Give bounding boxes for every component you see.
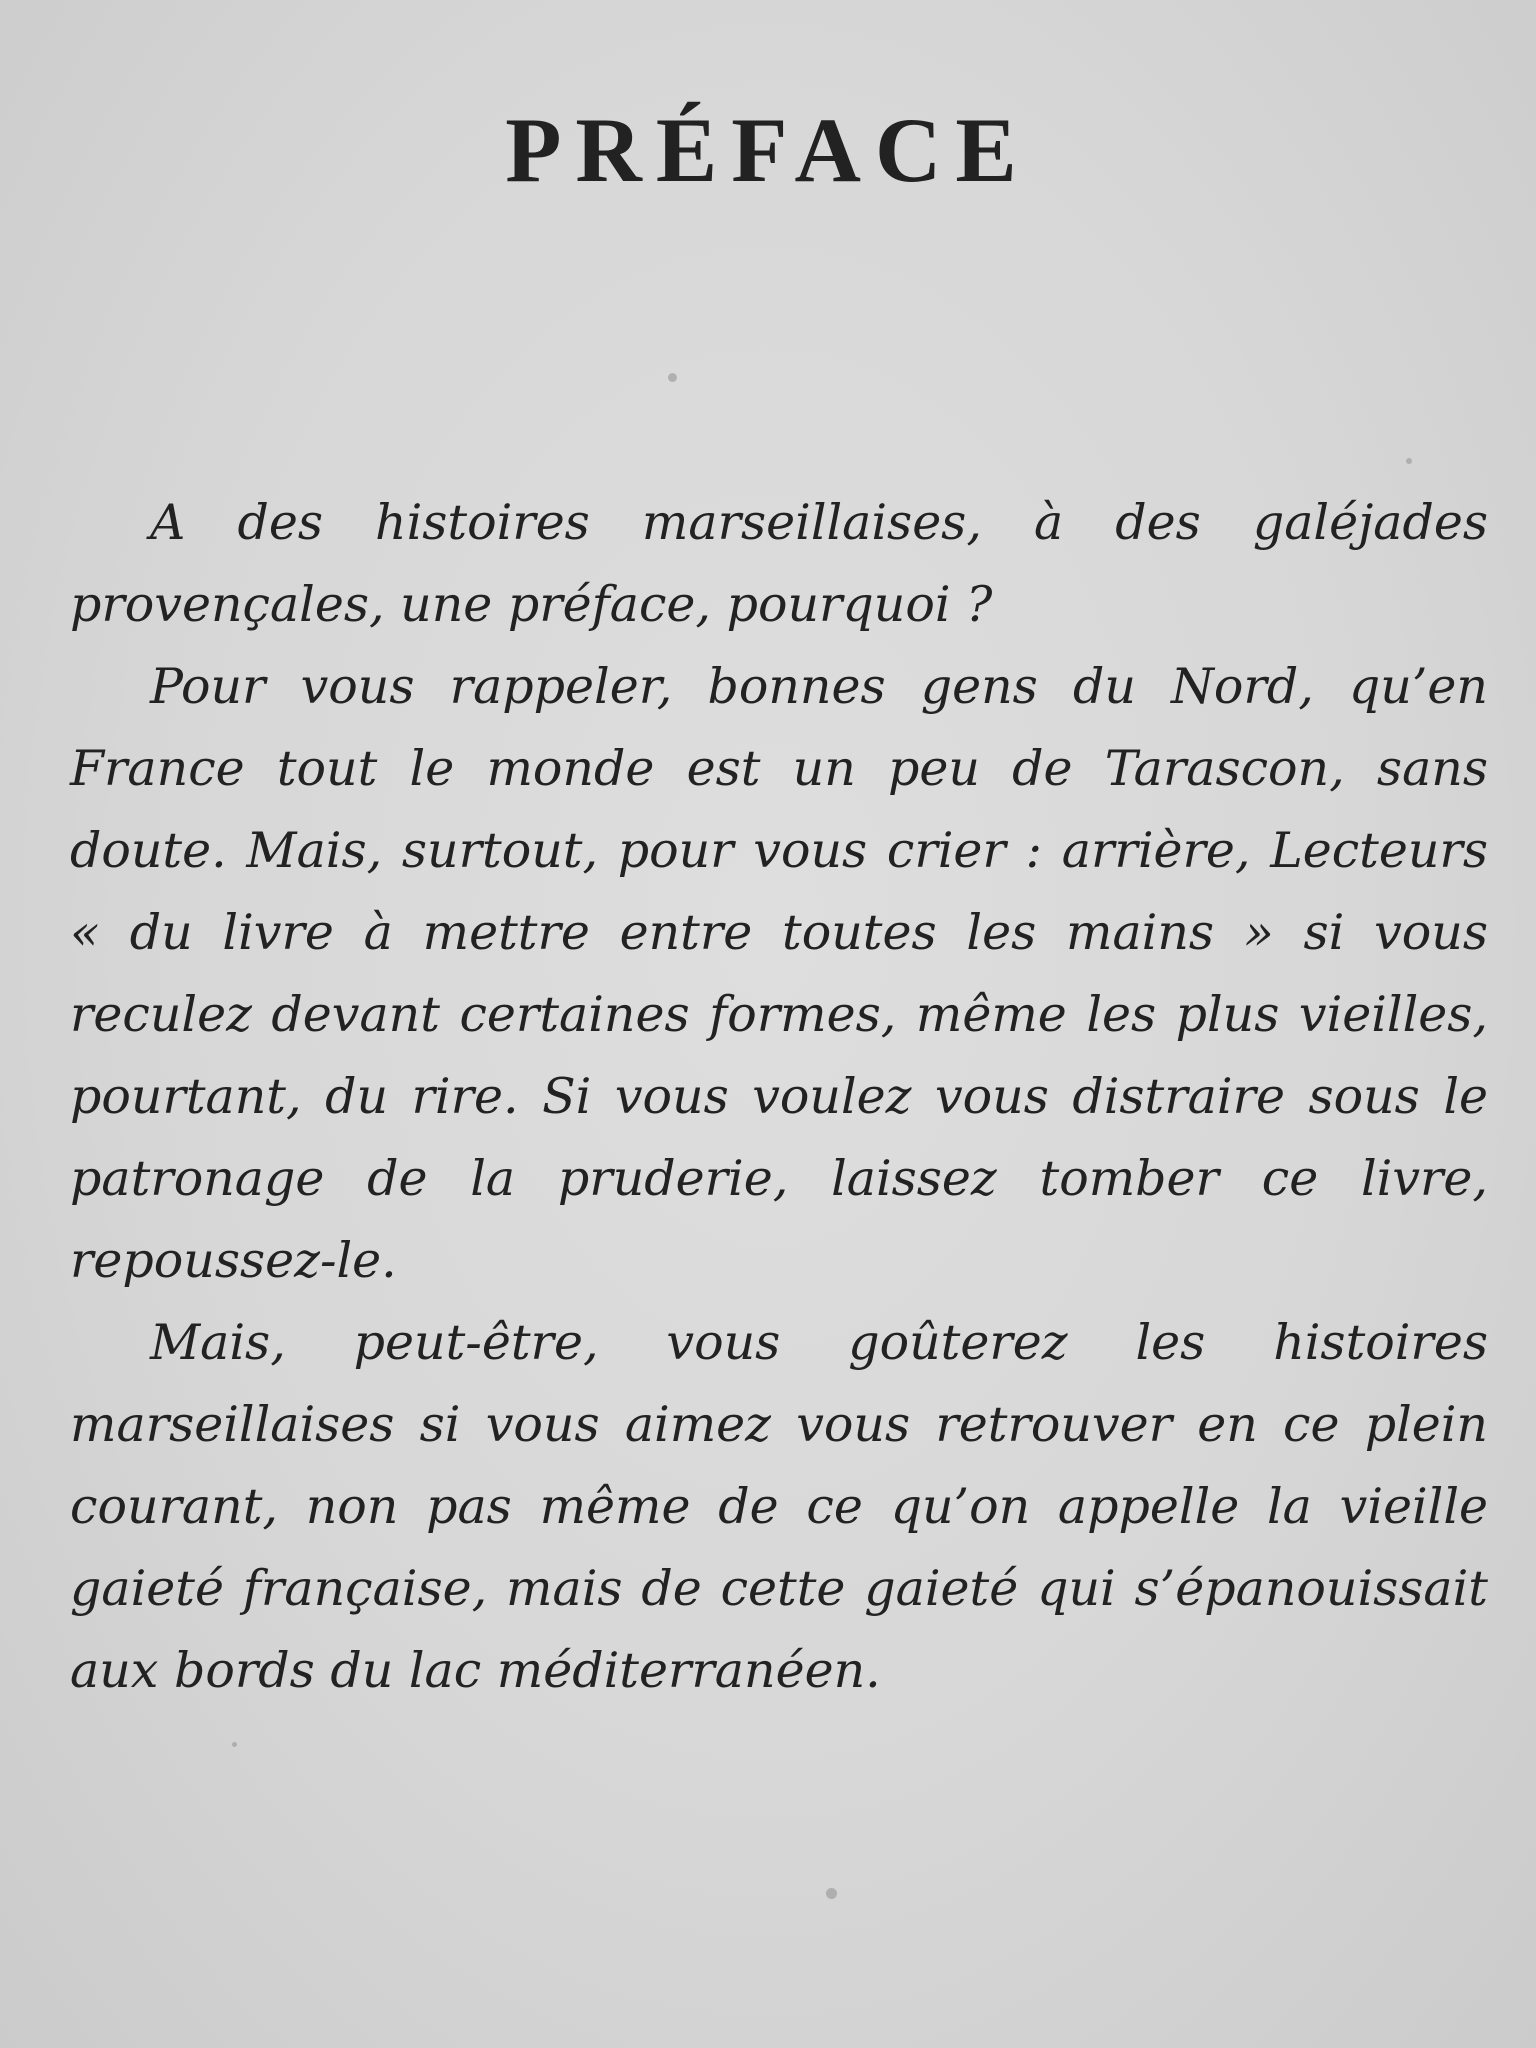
paper-speck xyxy=(668,373,677,382)
paragraph: A des histoires marseillaises, à des galéjades provençales, une préface, pourquoi ? xyxy=(70,494,1488,633)
preface-body xyxy=(70,482,1488,1712)
paragraph: Pour vous rappeler, bonnes gens du Nord, qu’en France tout le monde est un peu de Tarascon, sans doute. Mais, surtout, pour vous crier : arrière, Lecteurs « du livre à mettre entre toutes les mains » si vous reculez devant certaines formes, même les plus vieilles, pourtant, du rire. Si vous voulez vous distraire sous le patronage de la pruderie, laissez tomber ce livre, repoussez-le. xyxy=(70,658,1488,1289)
paper-speck xyxy=(232,1742,237,1747)
paragraph: Mais, peut-être, vous goûterez les histoires marseillaises si vous aimez vous retrouver en ce plein courant, non pas même de ce qu’on appelle la vieille gaieté française, mais de cette gaieté qui s’épanouissait aux bords du lac méditerranéen. xyxy=(70,1314,1488,1699)
paper-speck xyxy=(1406,458,1412,464)
page-title: PRÉFACE xyxy=(505,99,1031,201)
paper-speck xyxy=(826,1888,837,1899)
